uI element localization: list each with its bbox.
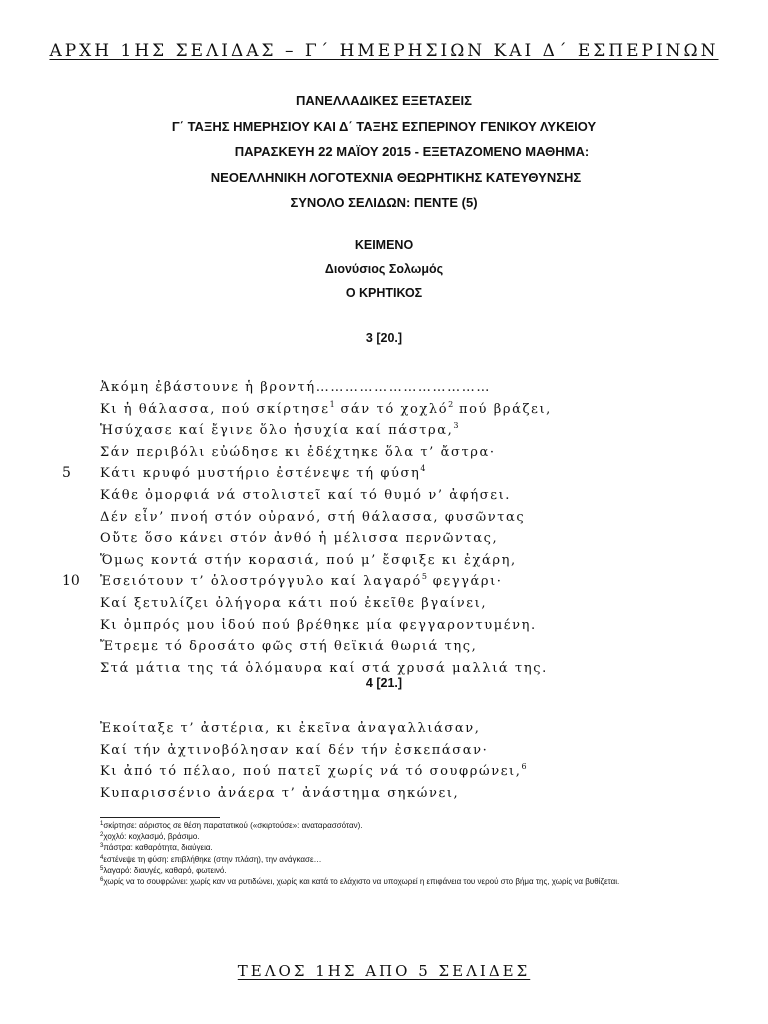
verse-line [62, 442, 722, 464]
verse-text: Ἀκόμη ἐβάστουνε ἡ βροντή……………………………… [100, 380, 491, 395]
verse-text: Ἐκοίταξε τ’ ἀστέρια, κι ἐκεῖνα ἀναγαλλιάσαν, [100, 721, 481, 736]
verse-text: Ἐσειότουν τ’ ὁλοστρόγγυλο καί λαγαρό [100, 574, 422, 590]
footnote-text: πάστρα: καθαρότητα, διαύγεια. [103, 843, 213, 853]
verse-text: Κάθε ὀμορφιά νά στολιστεῖ καί τό θυμό ν’ ἀφήσει. [100, 487, 512, 503]
footnote-number: 3 [100, 843, 104, 850]
poem-section [62, 377, 722, 679]
verse-text: σάν τό χοχλό [334, 401, 449, 417]
exam-title: ΠΑΝΕΛΛΑΔΙΚΕΣ ΕΞΕΤΑΣΕΙΣ [296, 93, 472, 108]
verse-text: Ἔτρεμε τό δροσάτο φῶς στή θεϊκιά θωριά της, [100, 639, 478, 655]
verse-text: πού βράζει, [453, 401, 552, 417]
footnote-number: 6 [100, 877, 104, 884]
poem-section [62, 718, 722, 804]
exam-date-subject: ΠΑΡΑΣΚΕΥΗ 22 ΜΑΪΟΥ 2015 - ΕΞΕΤΑΖΟΜΕΝΟ ΜΑΘΗΜΑ: [234, 144, 590, 159]
verse-text: Οὔτε ὅσο κάνει στόν ἀνθό ἡ μέλισσα περνῶντας, [100, 531, 499, 547]
footnote [100, 876, 720, 887]
verse-line [62, 783, 722, 805]
verse-text: Καί ξετυλίζει ὀλήγορα κάτι πού ἐκεῖθε βγαίνει, [100, 595, 488, 611]
verse-text: Ἡσύχασε καί ἔγινε ὅλο ἡσυχία καί πάστρα, [100, 423, 454, 439]
footnote [100, 831, 720, 842]
verse-line [62, 740, 722, 762]
exam-course: ΝΕΟΕΛΛΗΝΙΚΗ ΛΟΓΟΤΕΧΝΙΑ ΘΕΩΡΗΤΙΚΗΣ ΚΑΤΕΥΘΥΝΣΗΣ [210, 169, 582, 185]
footnotes [100, 820, 720, 887]
verse-text: Στά μάτια της τά ὁλόμαυρα καί στά χρυσά μαλλιά της. [100, 660, 548, 676]
line-number: 5 [62, 465, 71, 482]
section-number: 3 [20.] [365, 331, 403, 345]
verse-line [62, 528, 722, 550]
footnote [100, 820, 720, 831]
verse-line [62, 377, 722, 399]
verse-text: φεγγάρι· [426, 574, 503, 590]
footnote-text: χοχλό: κοχλασμό, βράσιμο. [103, 832, 200, 842]
text-heading: ΚΕΙΜΕΝΟ [354, 238, 414, 252]
verse-line [62, 615, 722, 637]
verse-text: Κι ἀπό τό πέλαο, πού πατεῖ χωρίς νά τό σουφρώνει, [100, 764, 522, 780]
page-footer: ΤΕΛΟΣ 1ΗΣ ΑΠΟ 5 ΣΕΛΙΔΕΣ [237, 962, 531, 980]
verse-line [62, 636, 722, 658]
footnote [100, 865, 720, 876]
verse-text: Κάτι κρυφό μυστήριο ἐστένεψε τή φύση [100, 466, 421, 482]
verse-line [62, 399, 722, 421]
verse-line [62, 420, 722, 442]
footnote-number: 2 [100, 832, 104, 839]
footnote-ref: 4 [420, 464, 426, 474]
footnote-text: χωρίς να το σουφρώνει: χωρίς καν να ρυτιδώνει, χωρίς και κατά το ελάχιστο να υποχωρεί η επιφάνεια του νερού στο βήμα της, χωρίς να βυθίζεται. [103, 877, 620, 887]
footnote-number: 5 [100, 865, 104, 872]
verse-line [62, 571, 722, 593]
text-heading-block [0, 233, 768, 305]
footnote-ref: 5 [421, 572, 427, 582]
footnote-ref: 1 [329, 399, 335, 409]
verse-line [62, 507, 722, 529]
footnote-ref: 2 [448, 399, 454, 409]
exam-page-count: ΣΥΝΟΛΟ ΣΕΛΙΔΩΝ: ΠΕΝΤΕ (5) [290, 195, 478, 210]
footnote [100, 842, 720, 853]
verse-line [62, 718, 722, 740]
line-number: 10 [62, 573, 80, 590]
footnote-text: λαγαρό: διαυγές, καθαρό, φωτεινό. [103, 865, 227, 875]
footnote-ref: 6 [521, 762, 527, 772]
footnote [100, 854, 720, 865]
footnote-number: 4 [100, 854, 104, 861]
verse-text: Κι ἡ θάλασσα, πού σκίρτησε [100, 401, 330, 417]
verse-line [62, 463, 722, 485]
verse-line [62, 550, 722, 572]
footnote-divider [100, 817, 220, 818]
verse-line [62, 761, 722, 783]
verse-line [62, 593, 722, 615]
verse-line [62, 485, 722, 507]
footnote-ref: 3 [453, 421, 459, 431]
footnote-text: εστένεψε τη φύση: επιβλήθηκε (στην πλάση), την ανάγκασε… [103, 854, 322, 864]
verse-text: Σάν περιβόλι εὐώδησε κι ἐδέχτηκε ὅλα τ’ ἄστρα· [100, 444, 496, 460]
exam-class: Γ΄ ΤΑΞΗΣ ΗΜΕΡΗΣΙΟΥ ΚΑΙ Δ΄ ΤΑΞΗΣ ΕΣΠΕΡΙΝΟΥ ΓΕΝΙΚΟΥ ΛΥΚΕΙΟΥ [171, 118, 597, 134]
footnote-number: 1 [100, 821, 104, 827]
page-header: ΑΡΧΗ 1ΗΣ ΣΕΛΙΔΑΣ – Γ΄ ΗΜΕΡΗΣΙΩΝ ΚΑΙ Δ΄ ΕΣΠΕΡΙΝΩΝ [49, 41, 719, 61]
verse-text: Καί τήν ἀχτινοβόλησαν καί δέν τήν ἐσκεπάσαν· [100, 742, 489, 758]
verse-text: Κι ὀμπρός μου ἰδού πού βρέθηκε μία φεγγαροντυμένη. [100, 617, 537, 633]
section-number: 4 [21.] [365, 676, 403, 690]
verse-text: Ὅμως κοντά στήν κορασιά, πού μ’ ἔσφιξε κι ἐχάρη, [100, 552, 517, 568]
author: Διονύσιος Σολωμός [324, 262, 444, 276]
verse-text: Κυπαρισσένιο ἀνάερα τ’ ἀνάστημα σηκώνει, [100, 785, 460, 801]
footnote-text: σκίρτησε: αόριστος σε θέση παρατατικού («σκιρτούσε»: αναταρασσόταν). [103, 821, 363, 830]
verse-text: Δέν εἶν’ πνοή στόν οὐρανό, στή θάλασσα, φυσῶντας [100, 509, 526, 525]
poem-title: Ο ΚΡΗΤΙΚΟΣ [345, 286, 423, 300]
exam-info [0, 88, 768, 216]
